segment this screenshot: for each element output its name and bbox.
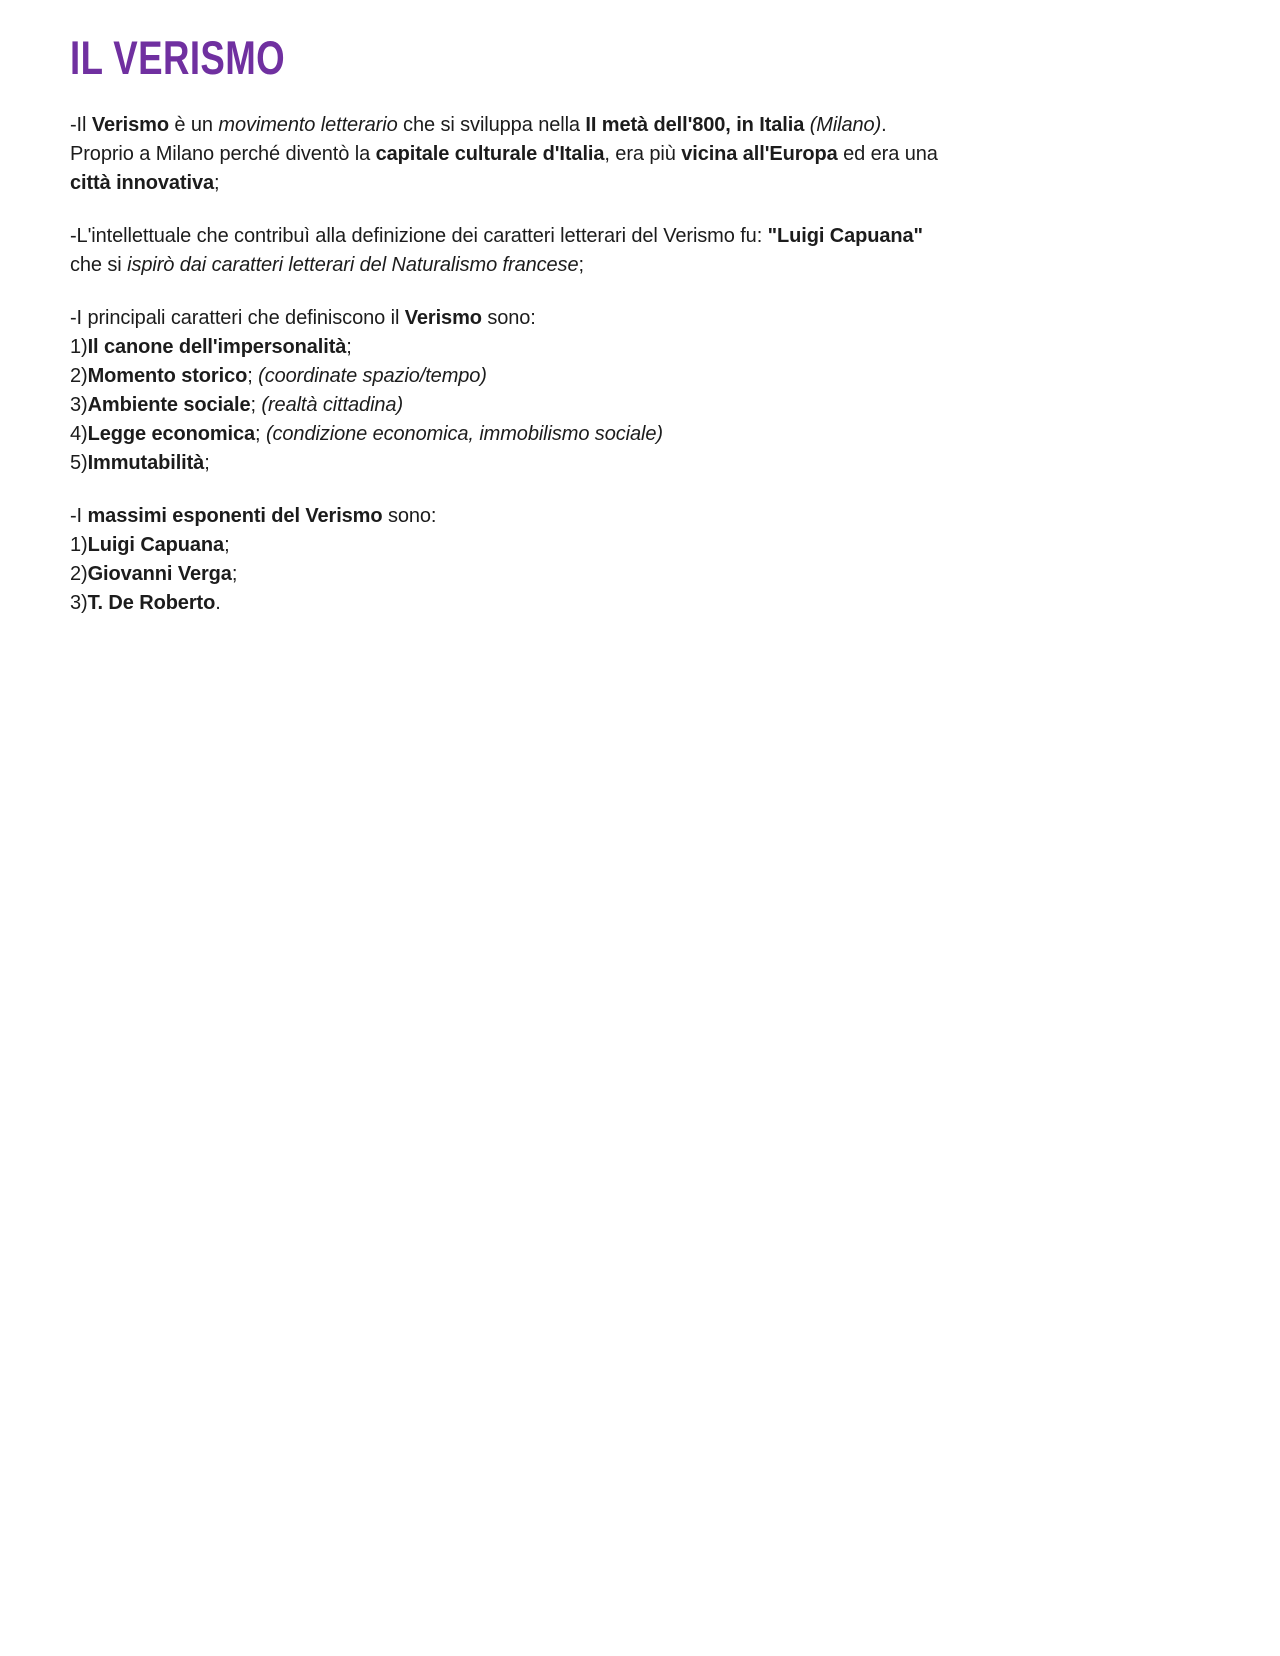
text-segment: "Luigi Capuana" — [767, 225, 923, 247]
text-segment: -Il — [70, 114, 92, 136]
text-line — [70, 391, 1210, 420]
text-line — [70, 420, 1210, 449]
text-segment: sono: — [382, 505, 437, 527]
text-segment: ; — [214, 172, 220, 194]
text-segment: (realtà cittadina) — [261, 394, 404, 416]
text-segment: (condizione economica, immobilismo sociale) — [265, 423, 663, 445]
text-segment: . — [215, 592, 221, 614]
text-segment: 2) — [70, 365, 88, 387]
text-line — [70, 304, 1210, 333]
text-line — [70, 169, 1210, 198]
text-segment: ; — [247, 365, 259, 387]
text-line — [70, 111, 1210, 140]
text-segment: -I — [70, 505, 88, 527]
text-line — [70, 531, 1210, 560]
text-segment: Verismo — [404, 307, 482, 329]
text-segment: (coordinate spazio/tempo) — [258, 365, 487, 387]
paragraph — [70, 502, 1210, 618]
text-segment: II metà dell'800, in Italia — [585, 114, 805, 136]
text-segment: Ambiente sociale — [87, 394, 251, 416]
text-segment: ; — [346, 336, 352, 358]
text-segment: -I principali caratteri che definiscono il — [70, 307, 405, 329]
text-line — [70, 333, 1210, 362]
text-segment: capitale culturale d'Italia — [375, 143, 605, 165]
text-segment: massimi esponenti del Verismo — [87, 505, 383, 527]
text-segment: Il canone dell'impersonalità — [87, 336, 347, 358]
text-line — [70, 222, 1210, 251]
text-segment: -L'intellettuale che contribuì alla definizione dei caratteri letterari del Verismo fu: — [70, 225, 768, 247]
text-segment: 1) — [70, 534, 88, 556]
text-segment: movimento letterario — [218, 114, 398, 136]
text-segment: , era più — [604, 143, 682, 165]
text-line — [70, 251, 1210, 280]
text-segment: città innovativa — [70, 172, 214, 194]
text-segment: . — [881, 114, 887, 136]
text-segment: 3) — [70, 592, 88, 614]
text-segment: che si sviluppa nella — [397, 114, 586, 136]
text-segment: ; — [204, 452, 210, 474]
text-segment: vicina all'Europa — [681, 143, 838, 165]
text-segment: 3) — [70, 394, 88, 416]
text-line — [70, 449, 1210, 478]
text-segment: T. De Roberto — [87, 592, 216, 614]
text-line — [70, 589, 1210, 618]
text-segment: Momento storico — [87, 365, 248, 387]
text-segment: Immutabilità — [87, 452, 205, 474]
text-segment: ; — [250, 394, 262, 416]
text-segment: ed era una — [837, 143, 938, 165]
document-body — [70, 111, 1210, 618]
text-segment: è un — [168, 114, 219, 136]
text-segment: che si — [70, 254, 128, 276]
text-segment: Giovanni Verga — [87, 563, 232, 585]
text-segment: ispirò dai caratteri letterari del Naturalismo francese — [127, 254, 579, 276]
paragraph — [70, 222, 1210, 280]
text-segment: 1) — [70, 336, 88, 358]
paragraph — [70, 111, 1210, 198]
text-segment: ; — [578, 254, 584, 276]
text-line — [70, 362, 1210, 391]
text-segment: 5) — [70, 452, 88, 474]
text-segment: sono: — [481, 307, 536, 329]
text-line — [70, 502, 1210, 531]
text-segment: ; — [224, 534, 230, 556]
text-segment: Proprio a Milano perché diventò la — [70, 143, 376, 165]
text-line — [70, 140, 1210, 169]
text-segment: ; — [255, 423, 266, 445]
paragraph — [70, 304, 1210, 478]
text-segment: ; — [231, 563, 238, 585]
page-title: IL VERISMO — [70, 31, 286, 84]
text-segment: (Milano) — [809, 114, 882, 136]
text-segment: 4) — [70, 423, 88, 445]
text-segment: 2) — [70, 563, 88, 585]
text-segment: Verismo — [91, 114, 169, 136]
text-segment: Legge economica — [87, 423, 256, 445]
text-line — [70, 560, 1210, 589]
text-segment: Luigi Capuana — [87, 534, 225, 556]
